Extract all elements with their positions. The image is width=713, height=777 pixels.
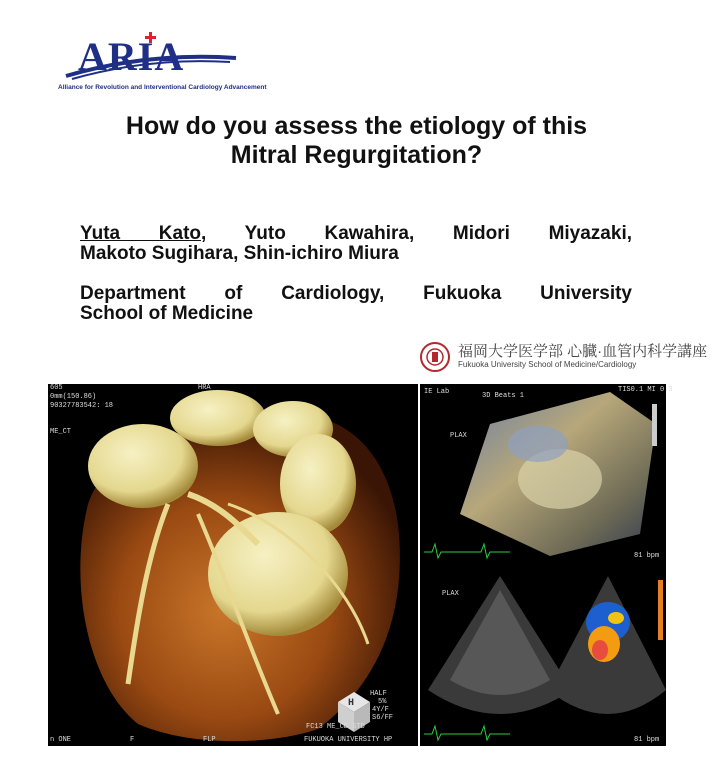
title-line-1: How do you assess the etiology of this (125, 112, 588, 140)
authors-line-1 (80, 224, 632, 244)
university-logo (418, 338, 708, 376)
ct-overlay-right-3: 4Y/F (372, 706, 389, 714)
affiliation (80, 284, 632, 324)
echo-3d-render (420, 384, 666, 562)
title-line-2: Mitral Regurgitation? (230, 141, 483, 169)
ct-overlay-bottom-flp: FLP (203, 736, 216, 744)
echo-3d-view: PLAX (450, 432, 467, 440)
echo-lab-label: IE Lab (424, 388, 450, 396)
ct-overlay-bottom-f: F (130, 736, 135, 744)
echo-2d-view: PLAX (442, 590, 459, 598)
ct-overlay-right-5: FC13 ME_CD STD (306, 723, 365, 731)
ct-overlay-id: 90327783542: 18 (50, 402, 114, 410)
author-list (80, 224, 632, 264)
ct-overlay-bottom-left: n ONE (50, 736, 72, 744)
ct-overlay-right-2: 5% (378, 698, 387, 706)
ct-overlay-series: 605 (50, 384, 63, 392)
ct-overlay-right-4: S6/FF (372, 714, 394, 722)
cardiac-ct-image (48, 384, 418, 746)
ct-overlay-right-1: HALF (370, 690, 387, 698)
university-name-english: Fukuoka University School of Medicine/Cardiology (458, 360, 637, 369)
logo-wordmark: ARIA (78, 34, 185, 79)
echo-images (420, 384, 673, 746)
ct-overlay-orientation: HRA (198, 384, 211, 392)
university-name-japanese: 福岡大学医学部 心臓·血管内科学講座 (458, 343, 708, 360)
echo-3d-title: 3D Beats 1 (482, 392, 525, 400)
aria-logo (58, 30, 267, 98)
affiliation-line-2: School of Medicine (80, 303, 254, 324)
echo-2d-hr: 81 bpm (634, 736, 660, 744)
university-emblem-icon (420, 340, 450, 374)
echo-3d-index: TIS0.1 MI 0.3 (618, 386, 673, 394)
authors-line-1-rest: , Yuto Kawahira, Midori Miyazaki, (201, 223, 633, 244)
ct-overlay-slice: 0mm(150.86) (50, 393, 97, 401)
echo-3d-hr: 81 bpm (634, 552, 660, 560)
heart-render (48, 384, 418, 746)
ct-cube-letter: H (348, 698, 355, 709)
authors-line-2: Makoto Sugihara, Shin-ichiro Miura (80, 243, 399, 264)
ct-overlay-study: ME_CT (50, 428, 72, 436)
ct-overlay-institution: FUKUOKA UNIVERSITY HP (304, 736, 393, 744)
affiliation-line-1: Department of Cardiology, Fukuoka University (80, 283, 632, 304)
page-title (0, 112, 713, 170)
presenter-name: Yuta Kato (80, 223, 202, 244)
logo-tagline: Alliance for Revolution and Interventional Cardiology Advancement (58, 84, 267, 91)
